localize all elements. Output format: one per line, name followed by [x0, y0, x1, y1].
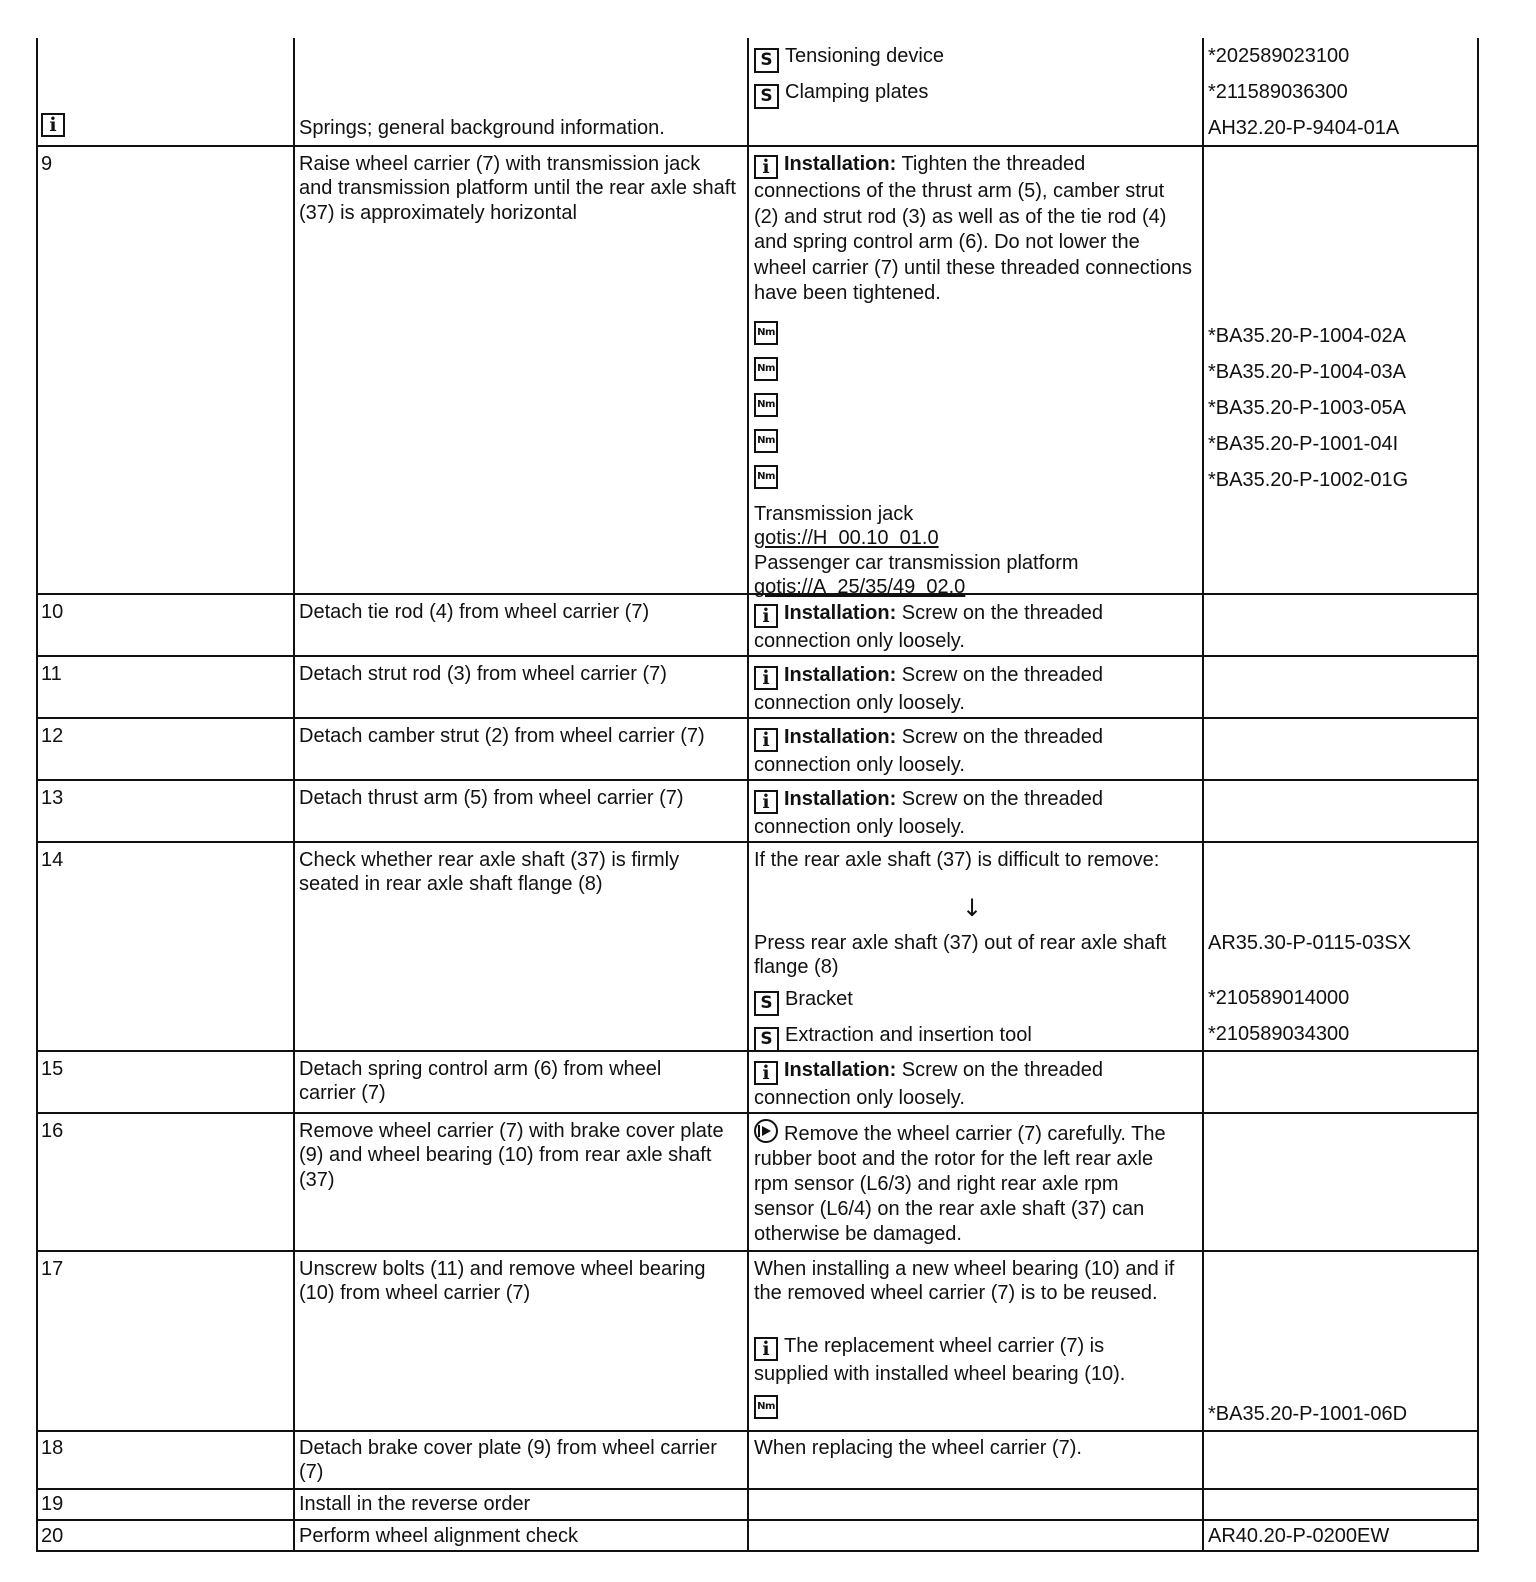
row-divider	[36, 1050, 1479, 1052]
table-row	[36, 1113, 1479, 1251]
row-divider	[36, 1488, 1479, 1490]
procedure-table	[36, 38, 1479, 1552]
info-icon: i	[754, 604, 778, 628]
column-divider	[293, 38, 295, 1552]
reference-code[interactable]: *210589014000	[1208, 987, 1350, 1009]
step-number: 15	[41, 1058, 64, 1080]
equipment-name: Transmission jack	[754, 503, 914, 525]
row-divider	[36, 841, 1479, 843]
reference-link[interactable]: AR40.20-P-0200EW	[1208, 1525, 1390, 1547]
row-divider	[36, 145, 1479, 147]
column-divider	[1202, 38, 1204, 1552]
row-divider	[36, 1250, 1479, 1252]
reference-link[interactable]: AH32.20-P-9404-01A	[1208, 117, 1400, 139]
action-text: Springs; general background information.	[299, 117, 665, 139]
action-text: Detach thrust arm (5) from wheel carrier (7)	[299, 787, 684, 809]
instruction-text: Press rear axle shaft (37) out of rear axle shaft flange (8)	[754, 932, 1167, 979]
table-row	[36, 1051, 1479, 1113]
step-number: 9	[41, 153, 53, 175]
table-row	[36, 594, 1479, 656]
info-note	[754, 1333, 1174, 1388]
torque-icon: Nm	[754, 357, 778, 381]
note-label: Installation:	[784, 1059, 897, 1081]
table-row	[36, 1489, 1479, 1520]
arrow-down-icon: ↓	[962, 894, 983, 922]
action-text: Detach tie rod (4) from wheel carrier (7)	[299, 601, 650, 623]
reference-code[interactable]: *202589023100	[1208, 45, 1350, 67]
torque-reference[interactable]: *BA35.20-P-1004-03A	[1208, 361, 1406, 383]
table-row	[36, 656, 1479, 718]
torque-icon: Nm	[754, 1395, 778, 1419]
tool-name: Extraction and insertion tool	[785, 1024, 1032, 1046]
note-text: Screw on the threaded connection only loosely.	[754, 664, 1104, 714]
note-label: Installation:	[784, 664, 897, 686]
special-tool-icon: S	[754, 991, 779, 1016]
reference-code[interactable]: *210589034300	[1208, 1023, 1350, 1045]
column-divider	[747, 38, 749, 1552]
step-number: 13	[41, 787, 64, 809]
torque-icon: Nm	[754, 393, 778, 417]
note-text: Screw on the threaded connection only loosely.	[754, 726, 1104, 776]
step-number: 16	[41, 1120, 64, 1142]
row-divider	[36, 1112, 1479, 1114]
info-icon: i	[754, 666, 778, 690]
action-text: Detach camber strut (2) from wheel carrier (7)	[299, 725, 705, 747]
step-number: 19	[41, 1493, 64, 1515]
table-row	[36, 1431, 1479, 1489]
equipment-link[interactable]: gotis://H_00.10_01.0	[754, 527, 939, 549]
action-text: Remove wheel carrier (7) with brake cover plate (9) and wheel bearing (10) from rear axle shaft (37)	[299, 1120, 724, 1191]
installation-note	[754, 1057, 1194, 1111]
info-icon: i	[41, 113, 65, 137]
torque-reference[interactable]: *BA35.20-P-1003-05A	[1208, 397, 1406, 419]
row-divider	[36, 1430, 1479, 1432]
tool-name: Clamping plates	[785, 81, 929, 103]
table-row	[36, 38, 1479, 146]
equipment-name: Passenger car transmission platform	[754, 552, 1079, 574]
column-divider	[36, 38, 38, 1552]
step-number: 20	[41, 1525, 64, 1547]
action-text: Detach strut rod (3) from wheel carrier (7)	[299, 663, 667, 685]
torque-reference[interactable]: *BA35.20-P-1001-04I	[1208, 433, 1399, 455]
condition-text: When installing a new wheel bearing (10) and if the removed wheel carrier (7) is to be reused.	[754, 1258, 1175, 1305]
row-divider	[36, 779, 1479, 781]
step-number: 11	[41, 663, 62, 685]
torque-reference[interactable]: *BA35.20-P-1002-01G	[1208, 469, 1409, 491]
torque-reference[interactable]: *BA35.20-P-1004-02A	[1208, 325, 1406, 347]
installation-note	[754, 600, 1194, 654]
special-tool-icon: S	[754, 1027, 779, 1052]
row-divider	[36, 1550, 1479, 1552]
note-label: Installation:	[784, 602, 897, 624]
column-divider	[1477, 38, 1479, 1552]
note-label: Installation:	[784, 153, 897, 175]
note-text: Screw on the threaded connection only loosely.	[754, 788, 1104, 838]
step-number: 17	[41, 1258, 64, 1280]
action-text: Perform wheel alignment check	[299, 1525, 579, 1547]
note-text: Screw on the threaded connection only loosely.	[754, 602, 1104, 652]
row-divider	[36, 655, 1479, 657]
reference-link[interactable]: AR35.30-P-0115-03SX	[1208, 932, 1412, 954]
row-divider	[36, 717, 1479, 719]
installation-note	[754, 662, 1194, 716]
action-text: Install in the reverse order	[299, 1493, 531, 1515]
info-icon: i	[754, 728, 778, 752]
action-text: Raise wheel carrier (7) with transmission jack and transmission platform until the rear axle shaft (37) is approximately horizontal	[299, 153, 736, 224]
table-row	[36, 780, 1479, 842]
action-text: Check whether rear axle shaft (37) is firmly seated in rear axle shaft flange (8)	[299, 849, 680, 896]
info-icon: i	[754, 155, 778, 179]
installation-note	[754, 152, 1194, 307]
caution-icon	[754, 1119, 778, 1143]
action-text: Unscrew bolts (11) and remove wheel bearing (10) from wheel carrier (7)	[299, 1258, 706, 1305]
table-row	[36, 842, 1479, 1051]
table-row	[36, 1520, 1479, 1552]
info-icon: i	[754, 1061, 778, 1085]
tool-name: Tensioning device	[785, 45, 944, 67]
table-row	[36, 1251, 1479, 1431]
installation-note	[754, 786, 1194, 840]
step-number: 12	[41, 725, 64, 747]
reference-code[interactable]: *211589036300	[1208, 81, 1348, 103]
torque-icon: Nm	[754, 465, 778, 489]
info-icon: i	[754, 1337, 778, 1361]
step-number: 14	[41, 849, 64, 871]
table-row	[36, 718, 1479, 780]
condition-text: If the rear axle shaft (37) is difficult to remove:	[754, 849, 1160, 871]
step-number: 10	[41, 601, 64, 623]
note-text: Screw on the threaded connection only loosely.	[754, 1059, 1104, 1109]
info-icon: i	[754, 790, 778, 814]
caution-text: Remove the wheel carrier (7) carefully. The rubber boot and the rotor for the left rear axle rpm sensor (L6/3) and right rear axle rpm sensor (L6/4) on the rear axle shaft (37) can otherwise be damaged.	[754, 1123, 1166, 1245]
step-number: 18	[41, 1437, 64, 1459]
info-text: The replacement wheel carrier (7) is supplied with installed wheel bearing (10).	[754, 1335, 1126, 1385]
special-tool-icon: S	[754, 48, 779, 73]
action-text: Detach brake cover plate (9) from wheel carrier (7)	[299, 1437, 717, 1484]
note-label: Installation:	[784, 788, 897, 810]
note-text: Tighten the threaded connections of the thrust arm (5), camber strut (2) and strut rod (3) as well as of the tie rod (4) and spring control arm (6). Do not lower the wheel carrier (7) until these threaded connections have been tightened.	[754, 153, 1193, 304]
note-label: Installation:	[784, 726, 897, 748]
equipment-link[interactable]: gotis://A_25/35/49_02.0	[754, 576, 966, 598]
tool-name: Bracket	[785, 988, 853, 1010]
special-tool-icon: S	[754, 84, 779, 109]
caution-note	[754, 1119, 1174, 1247]
condition-text: When replacing the wheel carrier (7).	[754, 1437, 1082, 1459]
row-divider	[36, 593, 1479, 595]
torque-reference[interactable]: *BA35.20-P-1001-06D	[1208, 1403, 1408, 1425]
torque-icon: Nm	[754, 429, 778, 453]
installation-note	[754, 724, 1194, 778]
row-divider	[36, 1519, 1479, 1521]
action-text: Detach spring control arm (6) from wheel carrier (7)	[299, 1058, 662, 1105]
table-row	[36, 146, 1479, 598]
torque-icon: Nm	[754, 321, 778, 345]
